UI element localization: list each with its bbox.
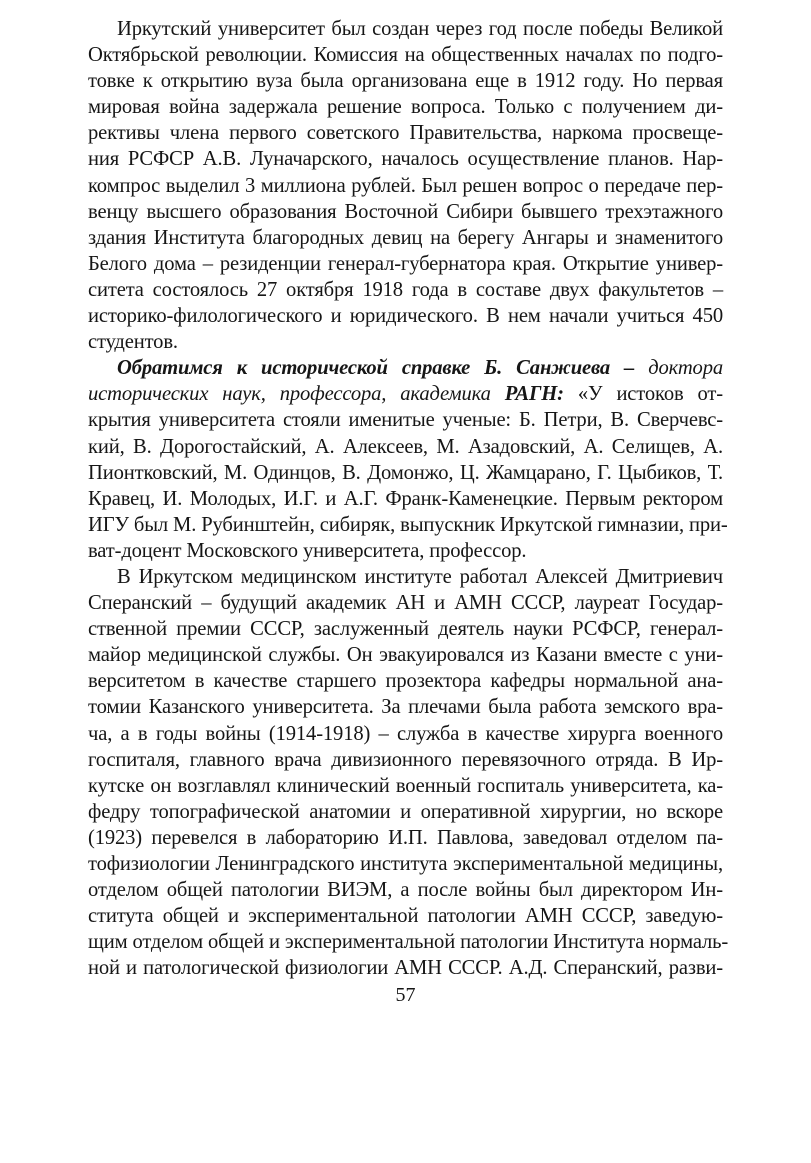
- page-body: [88, 16, 729, 981]
- text-line: верситетом в качестве старшего прозектора кафедры нормальной ана-: [88, 670, 723, 693]
- text-line: ча, а в годы войны (1914-1918) – служба в качестве хирурга военного: [88, 722, 723, 745]
- text-line: В Иркутском медицинском институте работал Алексей Дмитриевич: [117, 565, 723, 588]
- text-line: Сперанский – будущий академик АН и АМН СССР, лауреат Государ-: [88, 592, 723, 615]
- text-line: ват-доцент Московского университета, профессор.: [88, 539, 527, 562]
- paragraph-3: [88, 564, 729, 982]
- text-line: историко-филологического и юридического. В нем начали учиться 450: [88, 305, 723, 328]
- text-line: ной и патологической физиологии АМН СССР. А.Д. Сперанский, разви-: [88, 957, 723, 980]
- author-title: исторических наук, профессора, академика: [88, 383, 491, 406]
- text-line: кий, В. Дорогостайский, А. Алексеев, М. Азадовский, А. Селищев, А.: [88, 435, 723, 458]
- text-line: ститута общей и экспериментальной патологии АМН СССР, заведую-: [88, 905, 723, 928]
- text-line: рективы члена первого советского Правительства, наркома просвеще-: [88, 122, 723, 145]
- text-line: (1923) перевелся в лабораторию И.П. Павлова, заведовал отделом па-: [88, 826, 723, 849]
- text-line: томии Казанского университета. За плечами была работа земского вра-: [88, 696, 723, 719]
- text-line: Октябрьской революции. Комиссия на общественных началах по подго-: [88, 44, 723, 67]
- text-line: [88, 381, 723, 407]
- paragraph-2: [88, 355, 728, 564]
- text-line: венцу высшего образования Восточной Сибири бывшего трехэтажного: [88, 200, 723, 223]
- text-line: госпиталя, главного врача дивизионного перевязочного отряда. В Ир-: [88, 748, 723, 771]
- text-line: Иркутский университет был создан через год после победы Великой: [117, 18, 723, 40]
- text-line: Кравец, И. Молодых, И.Г. и А.Г. Франк-Каменецкие. Первым ректором: [88, 487, 723, 510]
- text-line: крытия университета стояли именитые ученые: Б. Петри, В. Сверчевс-: [88, 409, 723, 432]
- citation-lead: Обратимся к исторической справке Б. Санжиева –: [117, 357, 635, 380]
- academy-abbreviation: РАГН:: [490, 383, 564, 406]
- text-line: ния РСФСР А.В. Луначарского, началось осуществление планов. Нар-: [88, 148, 723, 171]
- text-line: компрос выделил 3 миллиона рублей. Был решен вопрос о передаче пер-: [88, 174, 723, 197]
- text-line: здания Института благородных девиц на берегу Ангары и знаменитого: [88, 226, 723, 249]
- text-line: ственной премии СССР, заслуженный деятель науки РСФСР, генерал-: [88, 618, 723, 641]
- author-title: доктора: [634, 357, 723, 380]
- text-line: ИГУ был М. Рубинштейн, сибиряк, выпускник Иркутской гимназии, при-: [88, 513, 728, 536]
- paragraph-1: [88, 16, 723, 355]
- text-line: федру топографической анатомии и оперативной хирургии, но вскоре: [88, 800, 723, 823]
- quote-start: «У истоков от-: [563, 383, 723, 406]
- text-line: тофизиологии Ленинградского института экспериментальной медицины,: [88, 853, 723, 875]
- text-line: [88, 355, 723, 381]
- text-line: мировая война задержала решение вопроса. Только с получением ди-: [88, 96, 723, 119]
- text-line: щим отделом общей и экспериментальной патологии Института нормаль-: [88, 931, 729, 954]
- text-line: майор медицинской службы. Он эвакуировался из Казани вместе с уни-: [88, 644, 723, 667]
- text-line: кутске он возглавлял клинический военный госпиталь университета, ка-: [88, 774, 723, 797]
- page-number: 57: [395, 984, 416, 1006]
- text-line: Пионтковский, М. Одинцов, В. Домонжо, Ц. Жамцарано, Г. Цыбиков, Т.: [88, 461, 723, 484]
- text-line: Белого дома – резиденции генерал-губернатора края. Открытие универ-: [88, 252, 723, 275]
- text-line: ситета состоялось 27 октября 1918 года в составе двух факультетов –: [88, 278, 723, 301]
- text-line: отделом общей патологии ВИЭМ, а после войны был директором Ин-: [88, 879, 723, 902]
- text-line: товке к открытию вуза была организована еще в 1912 году. Но первая: [88, 70, 723, 93]
- text-line: студентов.: [88, 331, 178, 354]
